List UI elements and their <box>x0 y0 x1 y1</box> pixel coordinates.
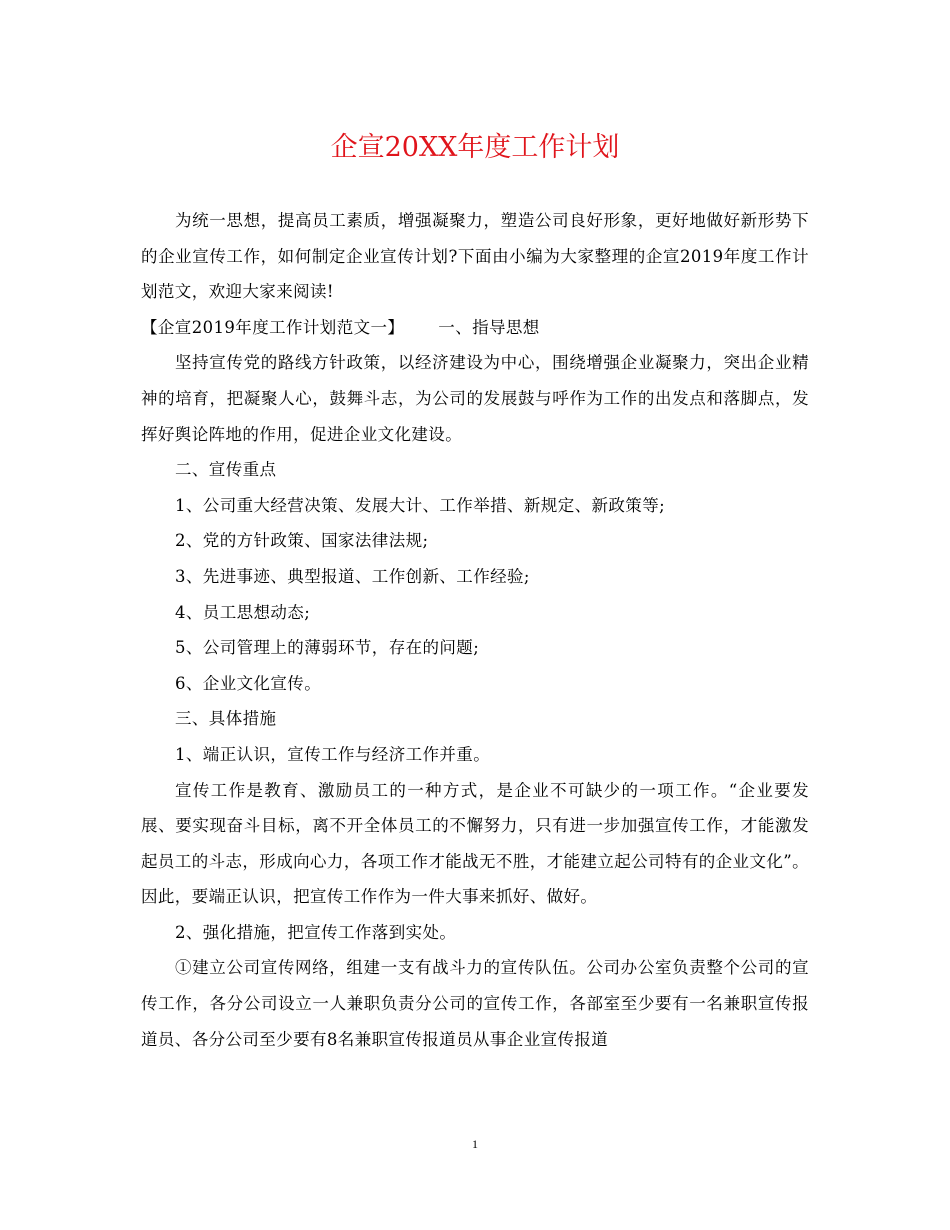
document-body <box>141 203 809 1057</box>
section1-paragraph: 坚持宣传党的路线方针政策，以经济建设为中心，围绕增强企业凝聚力，突出企业精神的培育，把凝聚人心，鼓舞斗志，为公司的发展鼓与呼作为工作的出发点和落脚点，发挥好舆论阵地的作用，促进企业文化建设。 <box>141 353 809 444</box>
sample-heading: 【企宣2019年度工作计划范文一】 <box>141 317 405 337</box>
list-item: 3、先进事迹、典型报道、工作创新、工作经验; <box>175 566 530 586</box>
list-item: 5、公司管理上的薄弱环节，存在的问题; <box>175 638 480 658</box>
page-number: 1 <box>472 1137 478 1151</box>
list-item: 6、企业文化宣传。 <box>175 673 322 693</box>
section2-title: 二、宣传重点 <box>175 460 277 480</box>
intro-paragraph: 为统一思想，提高员工素质，增强凝聚力，塑造公司良好形象，更好地做好新形势下的企业宣传工作，如何制定企业宣传计划?下面由小编为大家整理的企宣2019年度工作计划范文，欢迎大家来阅读! <box>141 211 809 302</box>
section3-title: 三、具体措施 <box>175 709 277 729</box>
measure1-title: 1、端正认识，宣传工作与经济工作并重。 <box>175 744 491 764</box>
list-item: 1、公司重大经营决策、发展大计、工作举措、新规定、新政策等; <box>175 495 666 515</box>
list-item: 2、党的方针政策、国家法律法规; <box>175 531 429 551</box>
document-title: 企宣20XX年度工作计划 <box>330 132 620 163</box>
list-item: 4、员工思想动态; <box>175 602 311 622</box>
measure1-paragraph: 宣传工作是教育、激励员工的一种方式，是企业不可缺少的一项工作。“企业要发展、要实现奋斗目标，离不开全体员工的不懈努力，只有进一步加强宣传工作，才能激发起员工的斗志，形成向心力，各项工作才能战无不胜，才能建立起公司特有的企业文化”。因此，要端正认识，把宣传工作作为一件大事来抓好、做好。 <box>141 780 809 907</box>
sample-heading-line <box>141 310 809 346</box>
section1-title: 一、指导思想 <box>438 317 540 337</box>
measure2-paragraph: ①建立公司宣传网络，组建一支有战斗力的宣传队伍。公司办公室负责整个公司的宣传工作，各分公司设立一人兼职负责分公司的宣传工作，各部室至少要有一名兼职宣传报道员、各分公司至少要有8名兼职宣传报道员从事企业宣传报道 <box>141 958 809 1049</box>
measure2-title: 2、强化措施，把宣传工作落到实处。 <box>175 922 457 942</box>
